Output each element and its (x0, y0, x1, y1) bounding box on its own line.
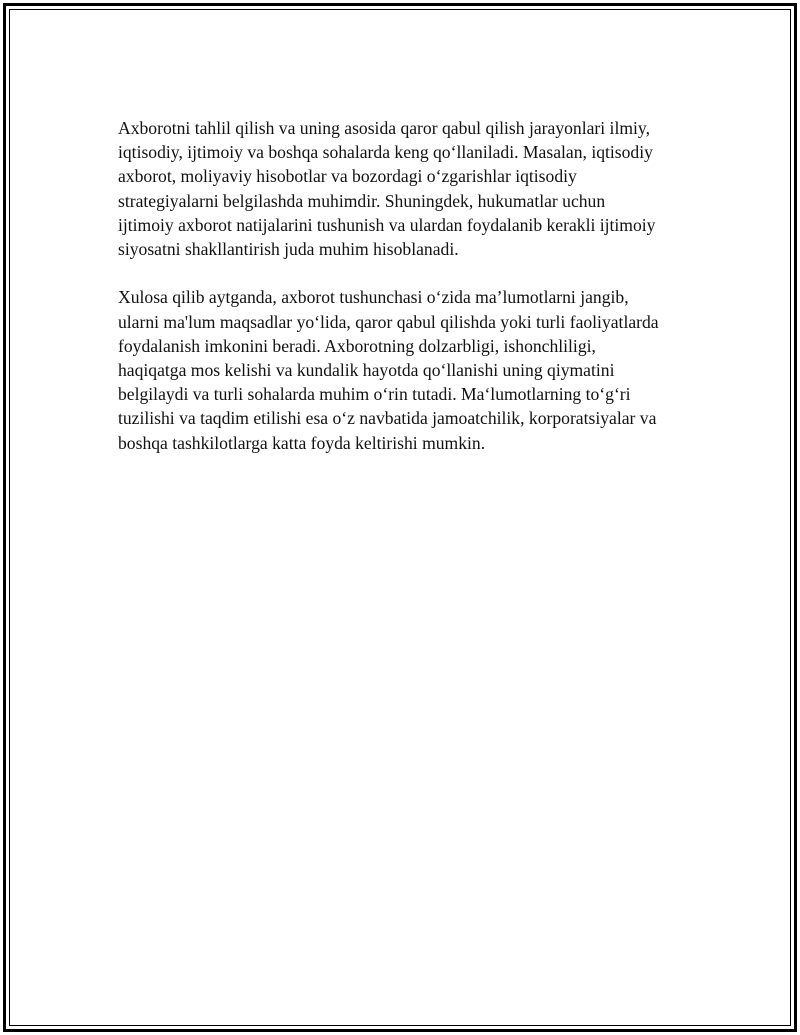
document-body (118, 116, 688, 479)
paragraph-2: Xulosa qilib aytganda, axborot tushunchasi o‘zida ma’lumotlarni jangib, ularni ma'lum maqsadlar yo‘lida, qaror qabul qilishda yoki turli faoliyatlarda foydalanish imkonini beradi. Axborotning dolzarbligi, ishonchliligi, haqiqatga mos kelishi va kundalik hayotda qo‘llanishi uning qiymatini belgilaydi va turli sohalarda muhim o‘rin tutadi. Ma‘lumotlarning to‘g‘ri tuzilishi va taqdim etilishi esa o‘z navbatida jamoatchilik, korporatsiyalar va boshqa tashkilotlarga katta foyda keltirishi mumkin. (118, 287, 659, 453)
paragraph-1: Axborotni tahlil qilish va uning asosida qaror qabul qilish jarayonlari ilmiy, iqtisodiy, ijtimoiy va boshqa sohalarda keng qo‘llaniladi. Masalan, iqtisodiy axborot, moliyaviy hisobotlar va bozordagi o‘zgarishlar iqtisodiy strategiyalarni belgilashda muhimdir. Shuningdek, hukumatlar uchun ijtimoiy axborot natijalarini tushunish va ulardan foydalanib kerakli ijtimoiy siyosatni shakllantirish juda muhim hisoblanadi. (118, 118, 656, 260)
